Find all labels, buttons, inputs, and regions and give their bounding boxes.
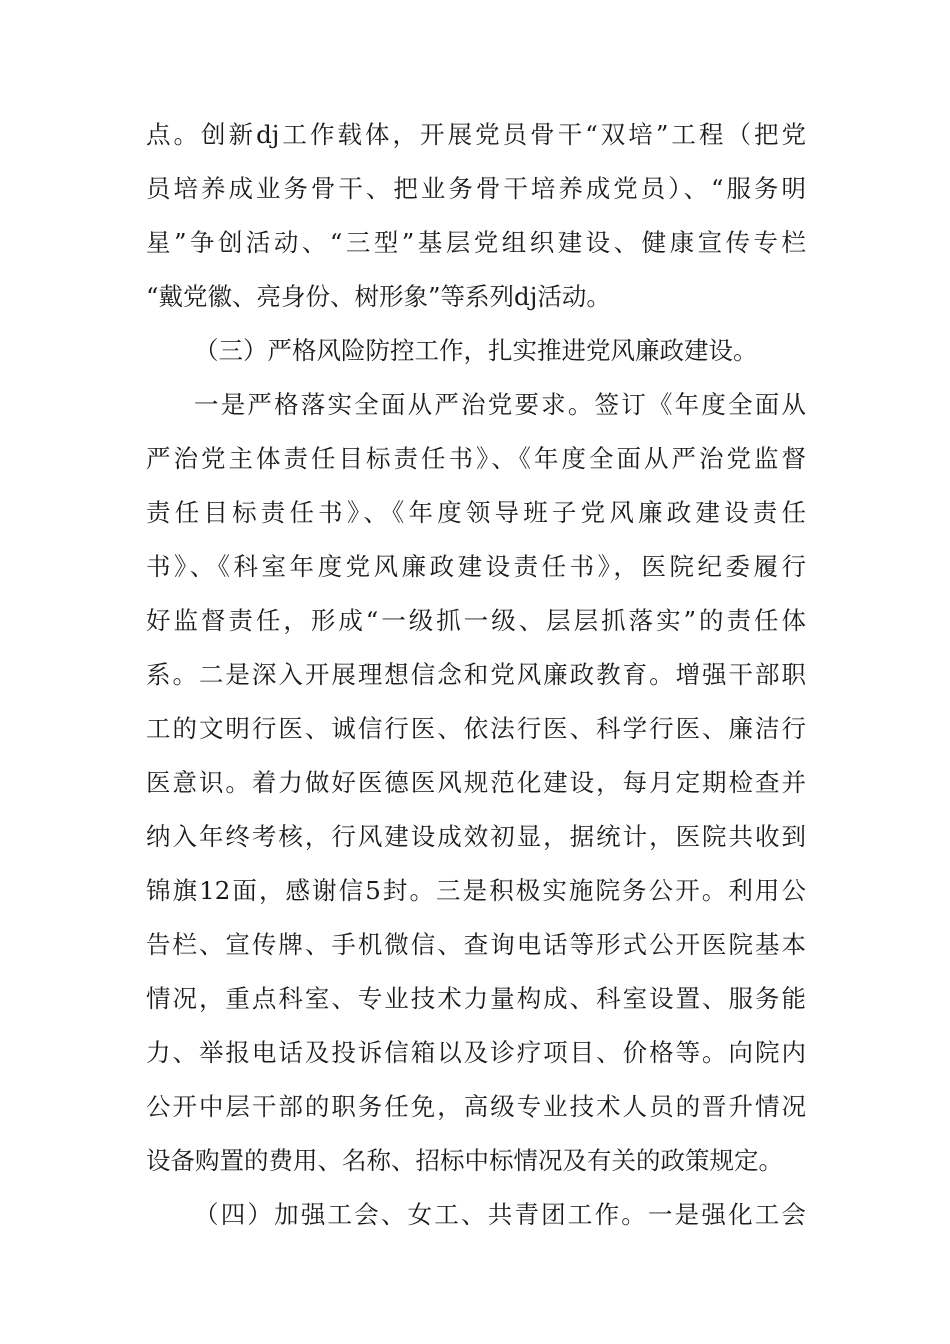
text-line-2: 员培养成业务骨干、把业务骨干培养成党员）、“服务明 bbox=[146, 174, 806, 203]
text-line-14: 纳入年终考核，行风建设成效初显，据统计，医院共收到 bbox=[146, 822, 806, 851]
text-line-3: 星”争创活动、“三型”基层党组织建设、健康宣传专栏 bbox=[146, 228, 806, 257]
text-line-20: 设备购置的费用、名称、招标中标情况及有关的政策规定。 bbox=[146, 1146, 783, 1175]
text-line-4: “戴党徽、亮身份、树形象”等系列dj活动。 bbox=[146, 282, 611, 311]
text-line-12: 工的文明行医、诚信行医、依法行医、科学行医、廉洁行 bbox=[146, 714, 806, 743]
text-line-9: 书》、《科室年度党风廉政建设责任书》，医院纪委履行 bbox=[146, 552, 806, 581]
text-line-19: 公开中层干部的职务任免，高级专业技术人员的晋升情况 bbox=[146, 1092, 806, 1121]
text-line-16: 告栏、宣传牌、手机微信、查询电话等形式公开医院基本 bbox=[146, 930, 806, 959]
text-line-17: 情况，重点科室、专业技术力量构成、科室设置、服务能 bbox=[146, 984, 806, 1013]
text-line-15: 锦旗12面，感谢信5封。三是积极实施院务公开。利用公 bbox=[146, 876, 806, 905]
text-line-13: 医意识。着力做好医德医风规范化建设，每月定期检查并 bbox=[146, 768, 806, 797]
text-line-6: 一是严格落实全面从严治党要求。签订《年度全面从 bbox=[194, 390, 806, 419]
text-line-7: 严治党主体责任目标责任书》、《年度全面从严治党监督 bbox=[146, 444, 806, 473]
section-heading-3: （三）严格风险防控工作，扎实推进党风廉政建设。 bbox=[194, 336, 758, 365]
text-line-8: 责任目标责任书》、《年度领导班子党风廉政建设责任 bbox=[146, 498, 806, 527]
text-line-18: 力、举报电话及投诉信箱以及诊疗项目、价格等。向院内 bbox=[146, 1038, 806, 1067]
text-line-1: 点。创新dj工作载体，开展党员骨干“双培”工程（把党 bbox=[146, 120, 806, 149]
section-heading-4: （四）加强工会、女工、共青团工作。一是强化工会 bbox=[194, 1200, 806, 1229]
text-line-11: 系。二是深入开展理想信念和党风廉政教育。增强干部职 bbox=[146, 660, 806, 689]
text-line-10: 好监督责任，形成“一级抓一级、层层抓落实”的责任体 bbox=[146, 606, 806, 635]
